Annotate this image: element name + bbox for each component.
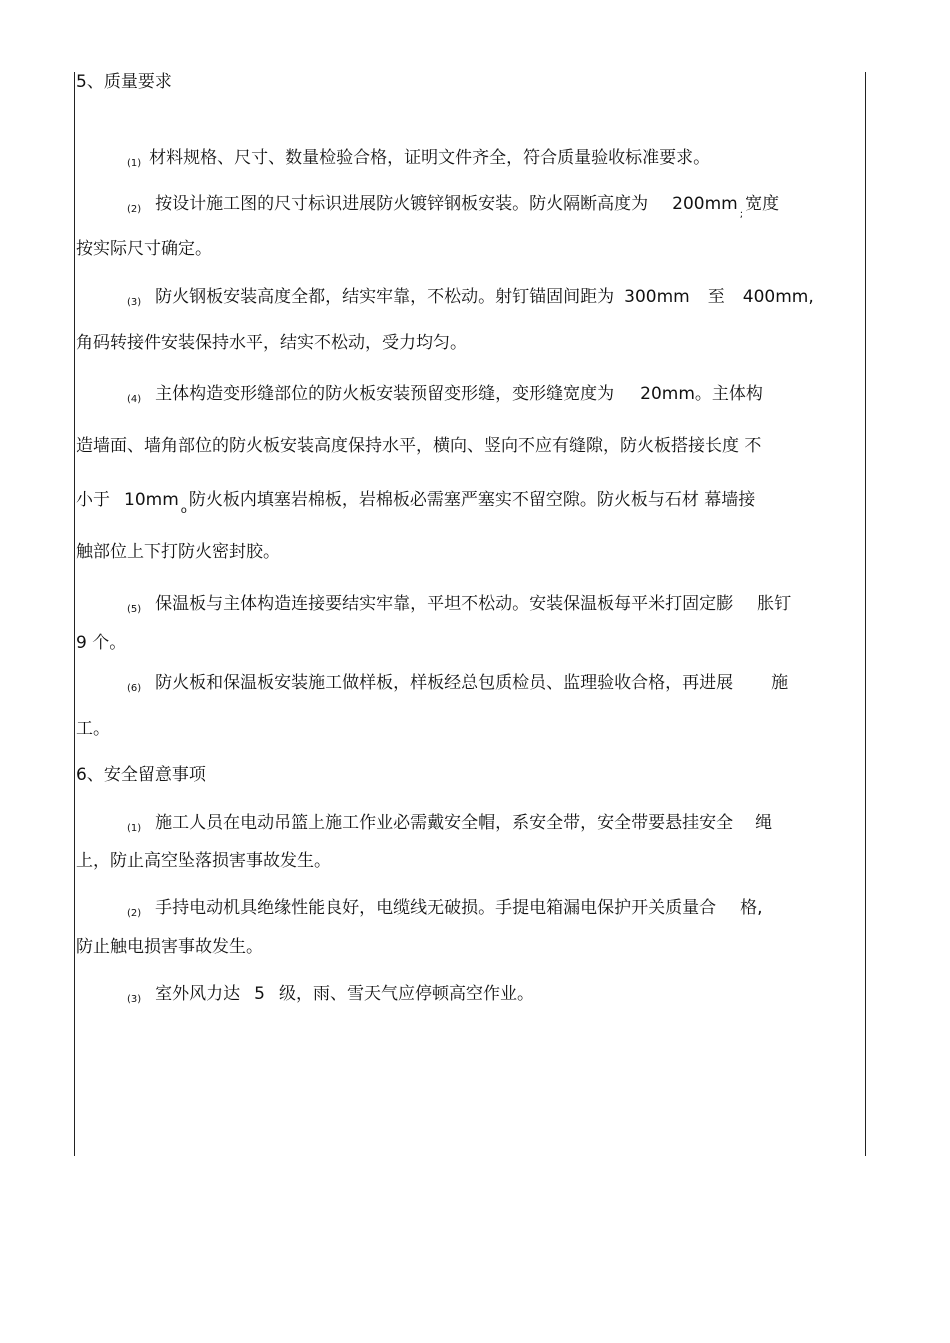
- item-text: 保温板与主体构造连接要结实牢靠，平坦不松动。安装保温板每平米打固定膨: [155, 594, 734, 614]
- item-number: (6): [127, 683, 142, 694]
- safety-item-2-line-2: 防止触电损害事故发生。: [76, 937, 263, 957]
- quality-item-1: [127, 147, 710, 175]
- quality-item-5-line-1: [127, 593, 791, 621]
- item-text: 20mm。主体构: [640, 384, 763, 404]
- table-right-border: [865, 72, 866, 1156]
- item-text: 按设计施工图的尺寸标识进展防火镀锌钢板安装。防火隔断高度为: [155, 194, 649, 214]
- item-text: 室外风力达: [155, 984, 241, 1004]
- section-5-title: 5、质量要求: [76, 72, 172, 92]
- quality-item-4-line-3: [76, 489, 755, 522]
- item-text: 5: [254, 984, 265, 1004]
- quality-item-2-line-1: [127, 193, 779, 226]
- quality-item-4-line-1: [127, 383, 763, 411]
- item-text: 胀钉: [757, 594, 792, 614]
- item-text: 防火板和保温板安装施工做样板，样板经总包质检员、监理验收合格，再进展: [155, 673, 734, 693]
- item-text: 防火板内填塞岩棉板，岩棉板必需塞严塞实不留空隙。防火板与石材 幕墙接: [188, 490, 756, 510]
- item-text: 小于: [76, 490, 110, 510]
- quality-item-2-line-2: 按实际尺寸确定。: [76, 239, 212, 259]
- quality-item-6-line-2: 工。: [76, 719, 110, 739]
- quality-item-3-line-2: 角码转接件安装保持水平，结实不松动，受力均匀。: [76, 333, 467, 353]
- item-text: ;: [739, 209, 744, 220]
- item-number: (2): [127, 908, 142, 919]
- item-text: o: [180, 505, 187, 516]
- item-text: 材料规格、尺寸、数量检验合格，证明文件齐全，符合质量验收标准要求。: [149, 148, 711, 168]
- item-number: (3): [127, 994, 142, 1005]
- quality-item-4-line-4: 触部位上下打防火密封胶。: [76, 542, 280, 562]
- item-text: 施: [771, 673, 789, 693]
- item-text: 格,: [740, 898, 763, 918]
- item-text: 400mm,: [742, 287, 814, 307]
- item-number: (2): [127, 204, 142, 215]
- table-left-border: [74, 72, 75, 1156]
- item-number: (5): [127, 604, 142, 615]
- item-text: 级，雨、雪天气应停顿高空作业。: [279, 984, 534, 1004]
- quality-item-4-line-2: 造墙面、墙角部位的防火板安装高度保持水平，横向、竖向不应有缝隙，防火板搭接长度 不: [76, 436, 762, 456]
- item-text: 主体构造变形缝部位的防火板安装预留变形缝，变形缝宽度为: [155, 384, 615, 404]
- item-text: 施工人员在电动吊篮上施工作业必需戴安全帽，系安全带，安全带要悬挂安全: [155, 813, 734, 833]
- quality-item-6-line-1: [127, 672, 788, 700]
- safety-item-1-line-2: 上，防止高空坠落损害事故发生。: [76, 851, 331, 871]
- item-text: 10mm: [124, 490, 179, 510]
- item-text: 宽度: [745, 194, 780, 214]
- quality-item-5-line-2: 9 个。: [76, 633, 127, 653]
- item-number: (1): [127, 823, 142, 834]
- item-text: 防火钢板安装高度全都，结实牢靠，不松动。射钉锚固间距为: [155, 287, 615, 307]
- item-text: 手持电动机具绝缘性能良好，电缆线无破损。手提电箱漏电保护开关质量合: [155, 898, 717, 918]
- quality-item-3-line-1: [127, 286, 814, 314]
- section-6-title: 6、安全留意事项: [76, 765, 206, 785]
- item-number: (1): [127, 158, 142, 169]
- item-number: (3): [127, 297, 142, 308]
- safety-item-2-line-1: [127, 897, 763, 925]
- item-text: 200mm: [672, 194, 738, 214]
- item-text: 300mm: [624, 287, 690, 307]
- item-number: (4): [127, 394, 142, 405]
- safety-item-3: [127, 983, 534, 1011]
- item-text: 至: [707, 287, 725, 307]
- item-text: 绳: [755, 813, 773, 833]
- safety-item-1-line-1: [127, 812, 772, 840]
